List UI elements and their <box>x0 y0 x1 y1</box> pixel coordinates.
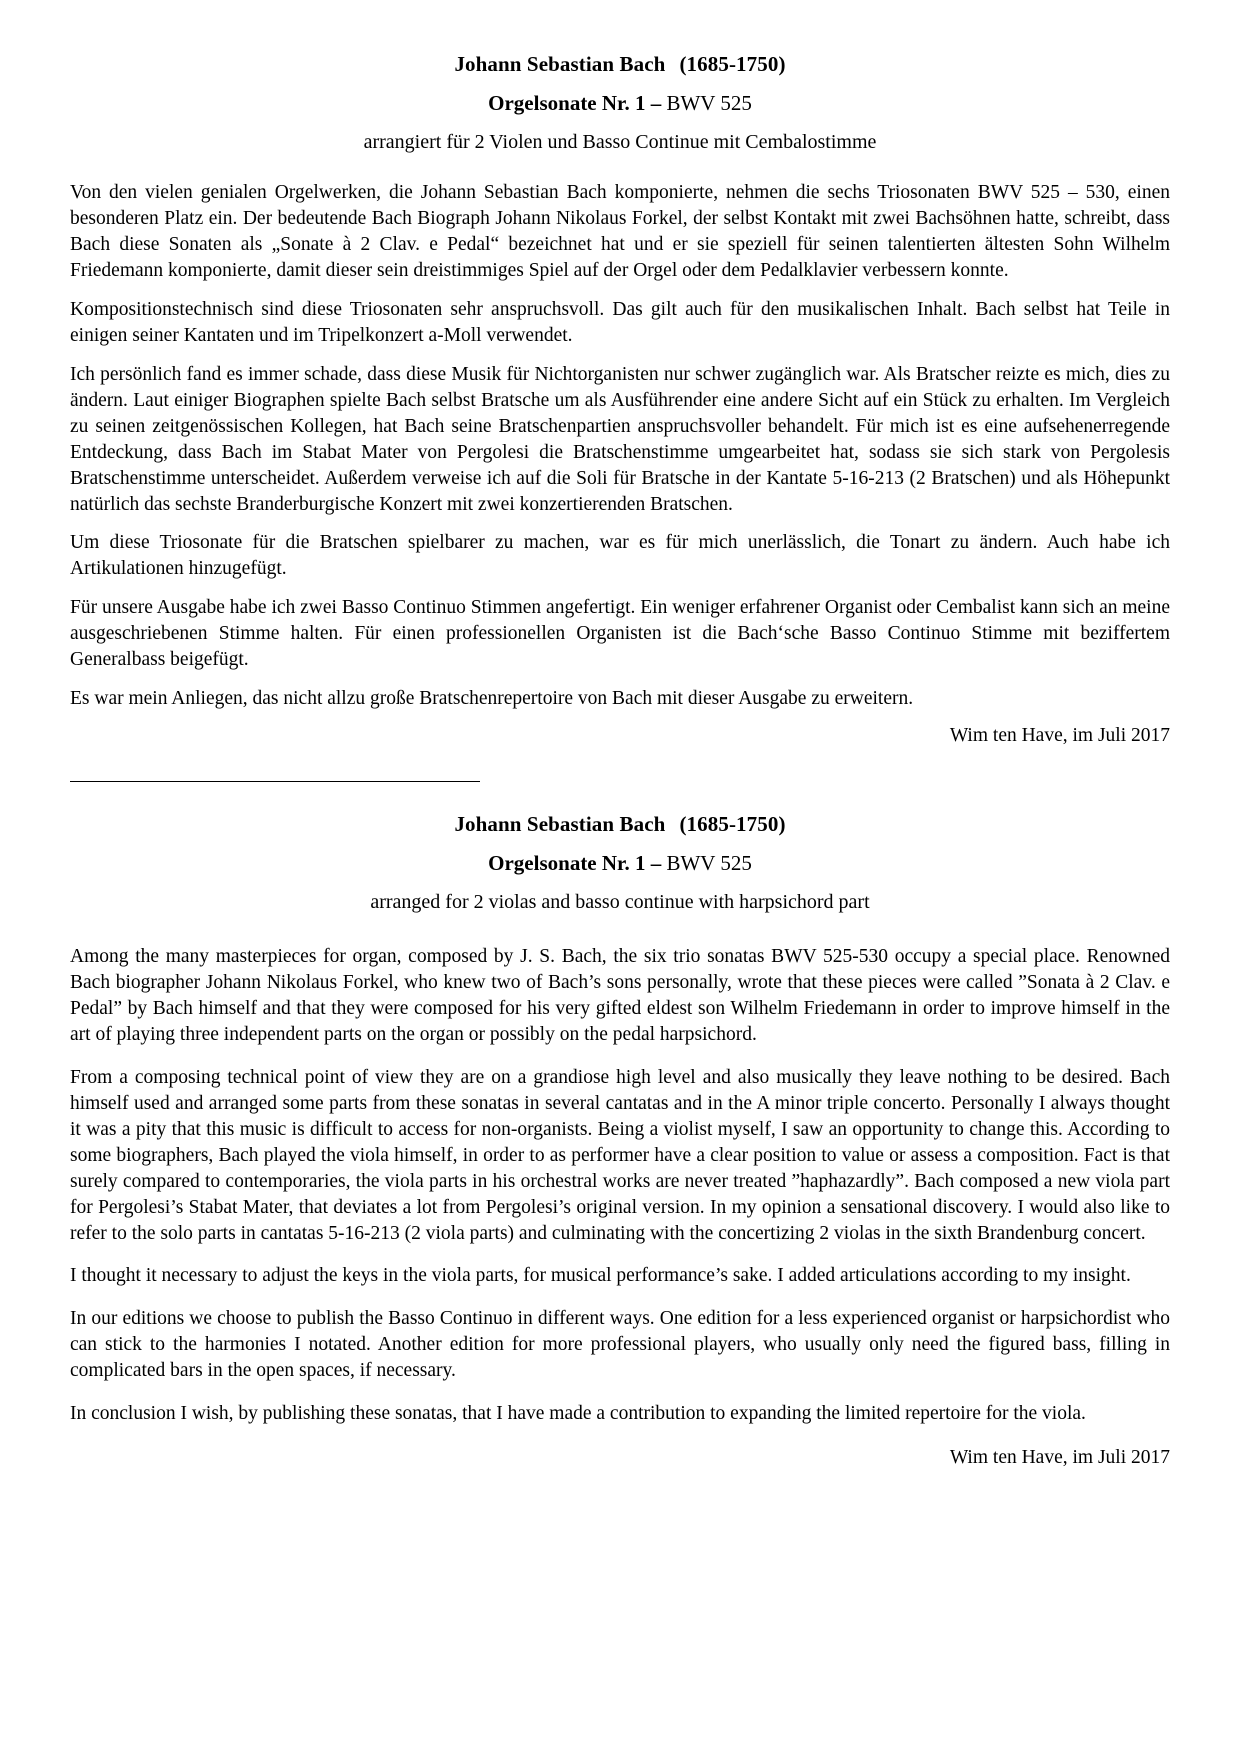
signature-english: Wim ten Have, im Juli 2017 <box>949 1447 1170 1469</box>
section-english <box>70 812 1170 1469</box>
work-title: Orgelsonate Nr. 1 – <box>488 91 662 116</box>
work-heading-english <box>70 851 1170 876</box>
paragraph: Für unsere Ausgabe habe ich zwei Basso Continuo Stimmen angefertigt. Ein weniger erfahrener Organist oder Cembalist kann sich an meine ausgeschriebenen Stimme halten. Für einen professionellen Organisten ist die Bach‘sche Basso Continuo Stimme mit beziffertem Generalbass beigefügt. <box>70 597 1171 671</box>
title-block-german <box>70 52 1170 154</box>
composer-name: Johann Sebastian Bach <box>454 52 666 76</box>
section-german <box>70 52 1170 747</box>
paragraph: In conclusion I wish, by publishing these sonatas, that I have made a contribution to expanding the limited repertoire for the viola. <box>70 1403 1086 1425</box>
composer-heading-german <box>70 52 1170 77</box>
work-heading-german <box>70 91 1170 116</box>
work-catalog: BWV 525 <box>666 851 752 876</box>
composer-heading-english <box>70 812 1170 837</box>
paragraph: Um diese Triosonate für die Bratschen spielbarer zu machen, war es für mich unerlässlich, die Tonart zu ändern. Auch habe ich Artikulationen hinzugefügt. <box>70 532 1170 580</box>
paragraph: Von den vielen genialen Orgelwerken, die Johann Sebastian Bach komponierte, nehmen die sechs Triosonaten BWV 525 – 530, einen besonderen Platz ein. Der bedeutende Bach Biograph Johann Nikolaus Forkel, der selbst Kontakt mit zwei Bachsöhnen hatte, schreibt, dass Bach diese Sonaten als „Sonate à 2 Clav. e Pedal“ bezeichnet hat und er sie speziell für seinen talentierten ältesten Sohn Wilhelm Friedemann komponierte, damit dieser sein dreistimmiges Spiel auf der Orgel oder dem Pedalklavier verbessern konnte. <box>70 182 1170 282</box>
divider-line <box>70 781 480 782</box>
work-subtitle-english: arranged for 2 violas and basso continue with harpsichord part <box>370 891 870 914</box>
section-divider <box>70 781 1170 782</box>
work-title: Orgelsonate Nr. 1 – <box>488 851 662 876</box>
paragraph: Among the many masterpieces for organ, composed by J. S. Bach, the six trio sonatas BWV 525-530 occupy a special place. Renowned Bach biographer Johann Nikolaus Forkel, who knew two of Bach’s sons personally, wrote that these pieces were called ”Sonata à 2 Clav. e Pedal” by Bach himself and that they were composed for his very gifted eldest son Wilhelm Friedemann in order to improve himself in the art of playing three independent parts on the organ or possibly on the pedal harpsichord. <box>70 946 1170 1046</box>
paragraph: Kompositionstechnisch sind diese Triosonaten sehr anspruchsvoll. Das gilt auch für den musikalischen Inhalt. Bach selbst hat Teile in einigen seiner Kantaten und im Tripelkonzert a-Moll verwendet. <box>70 299 1170 346</box>
title-block-english <box>70 812 1170 914</box>
composer-name: Johann Sebastian Bach <box>454 811 666 836</box>
paragraph: Es war mein Anliegen, das nicht allzu große Bratschenrepertoire von Bach mit dieser Ausgabe zu erweitern. <box>70 688 914 710</box>
work-catalog: BWV 525 <box>666 91 752 116</box>
paragraph: I thought it necessary to adjust the keys in the viola parts, for musical performance’s sake. I added articulations according to my insight. <box>70 1265 1131 1287</box>
signature-german: Wim ten Have, im Juli 2017 <box>949 724 1170 746</box>
work-subtitle-german: arrangiert für 2 Violen und Basso Continue mit Cembalostimme <box>363 131 877 154</box>
paragraph: Ich persönlich fand es immer schade, dass diese Musik für Nichtorganisten nur schwer zugänglich war. Als Bratscher reizte es mich, dies zu ändern. Laut einiger Biographen spielte Bach selbst Bratsche um als Ausführender eine andere Sicht auf ein Stück zu erhalten. Im Vergleich zu seinen zeitgenössischen Kollegen, hat Bach seine Bratschenpartien anspruchsvoller behandelt. Für mich ist es eine aufsehenerregende Entdeckung, dass Bach im Stabat Mater von Pergolesi die Bratschenstimme umgearbeitet hat, sodass sie sich stark von Pergolesis Bratschenstimme unterscheidet. Außerdem verweise ich auf die Soli für Bratsche in der Kantate 5-16-213 (2 Bratschen) und als Höhepunkt natürlich das sechste Branderburgische Konzert mit zwei konzertierenden Bratschen. <box>70 363 1170 515</box>
paragraph: From a composing technical point of view they are on a grandiose high level and also musically they leave nothing to be desired. Bach himself used and arranged some parts from these sonatas in several cantatas and in the A minor triple concerto. Personally I always thought it was a pity that this music is difficult to access for non-organists. Being a violist myself, I saw an opportunity to change this. According to some biographers, Bach played the viola himself, in order to as performer have a clear position to value or assess a composition. Fact is that surely compared to contemporaries, the viola parts in his orchestral works are never treated ”haphazardly”. Bach composed a new viola part for Pergolesi’s Stabat Mater, that deviates a lot from Pergolesi’s original version. In my opinion a sensational discovery. I would also like to refer to the solo parts in cantatas 5-16-213 (2 viola parts) and culminating with the concertizing 2 violas in the sixth Brandenburg concert. <box>70 1067 1170 1244</box>
composer-years: (1685-1750) <box>679 811 786 836</box>
composer-years: (1685-1750) <box>679 52 786 76</box>
paragraph: In our editions we choose to publish the Basso Continuo in different ways. One edition for a less experienced organist or harpsichordist who can stick to the harmonies I notated. Another edition for more professional players, who usually only need the figured bass, filling in complicated bars in the open spaces, if necessary. <box>70 1308 1170 1382</box>
